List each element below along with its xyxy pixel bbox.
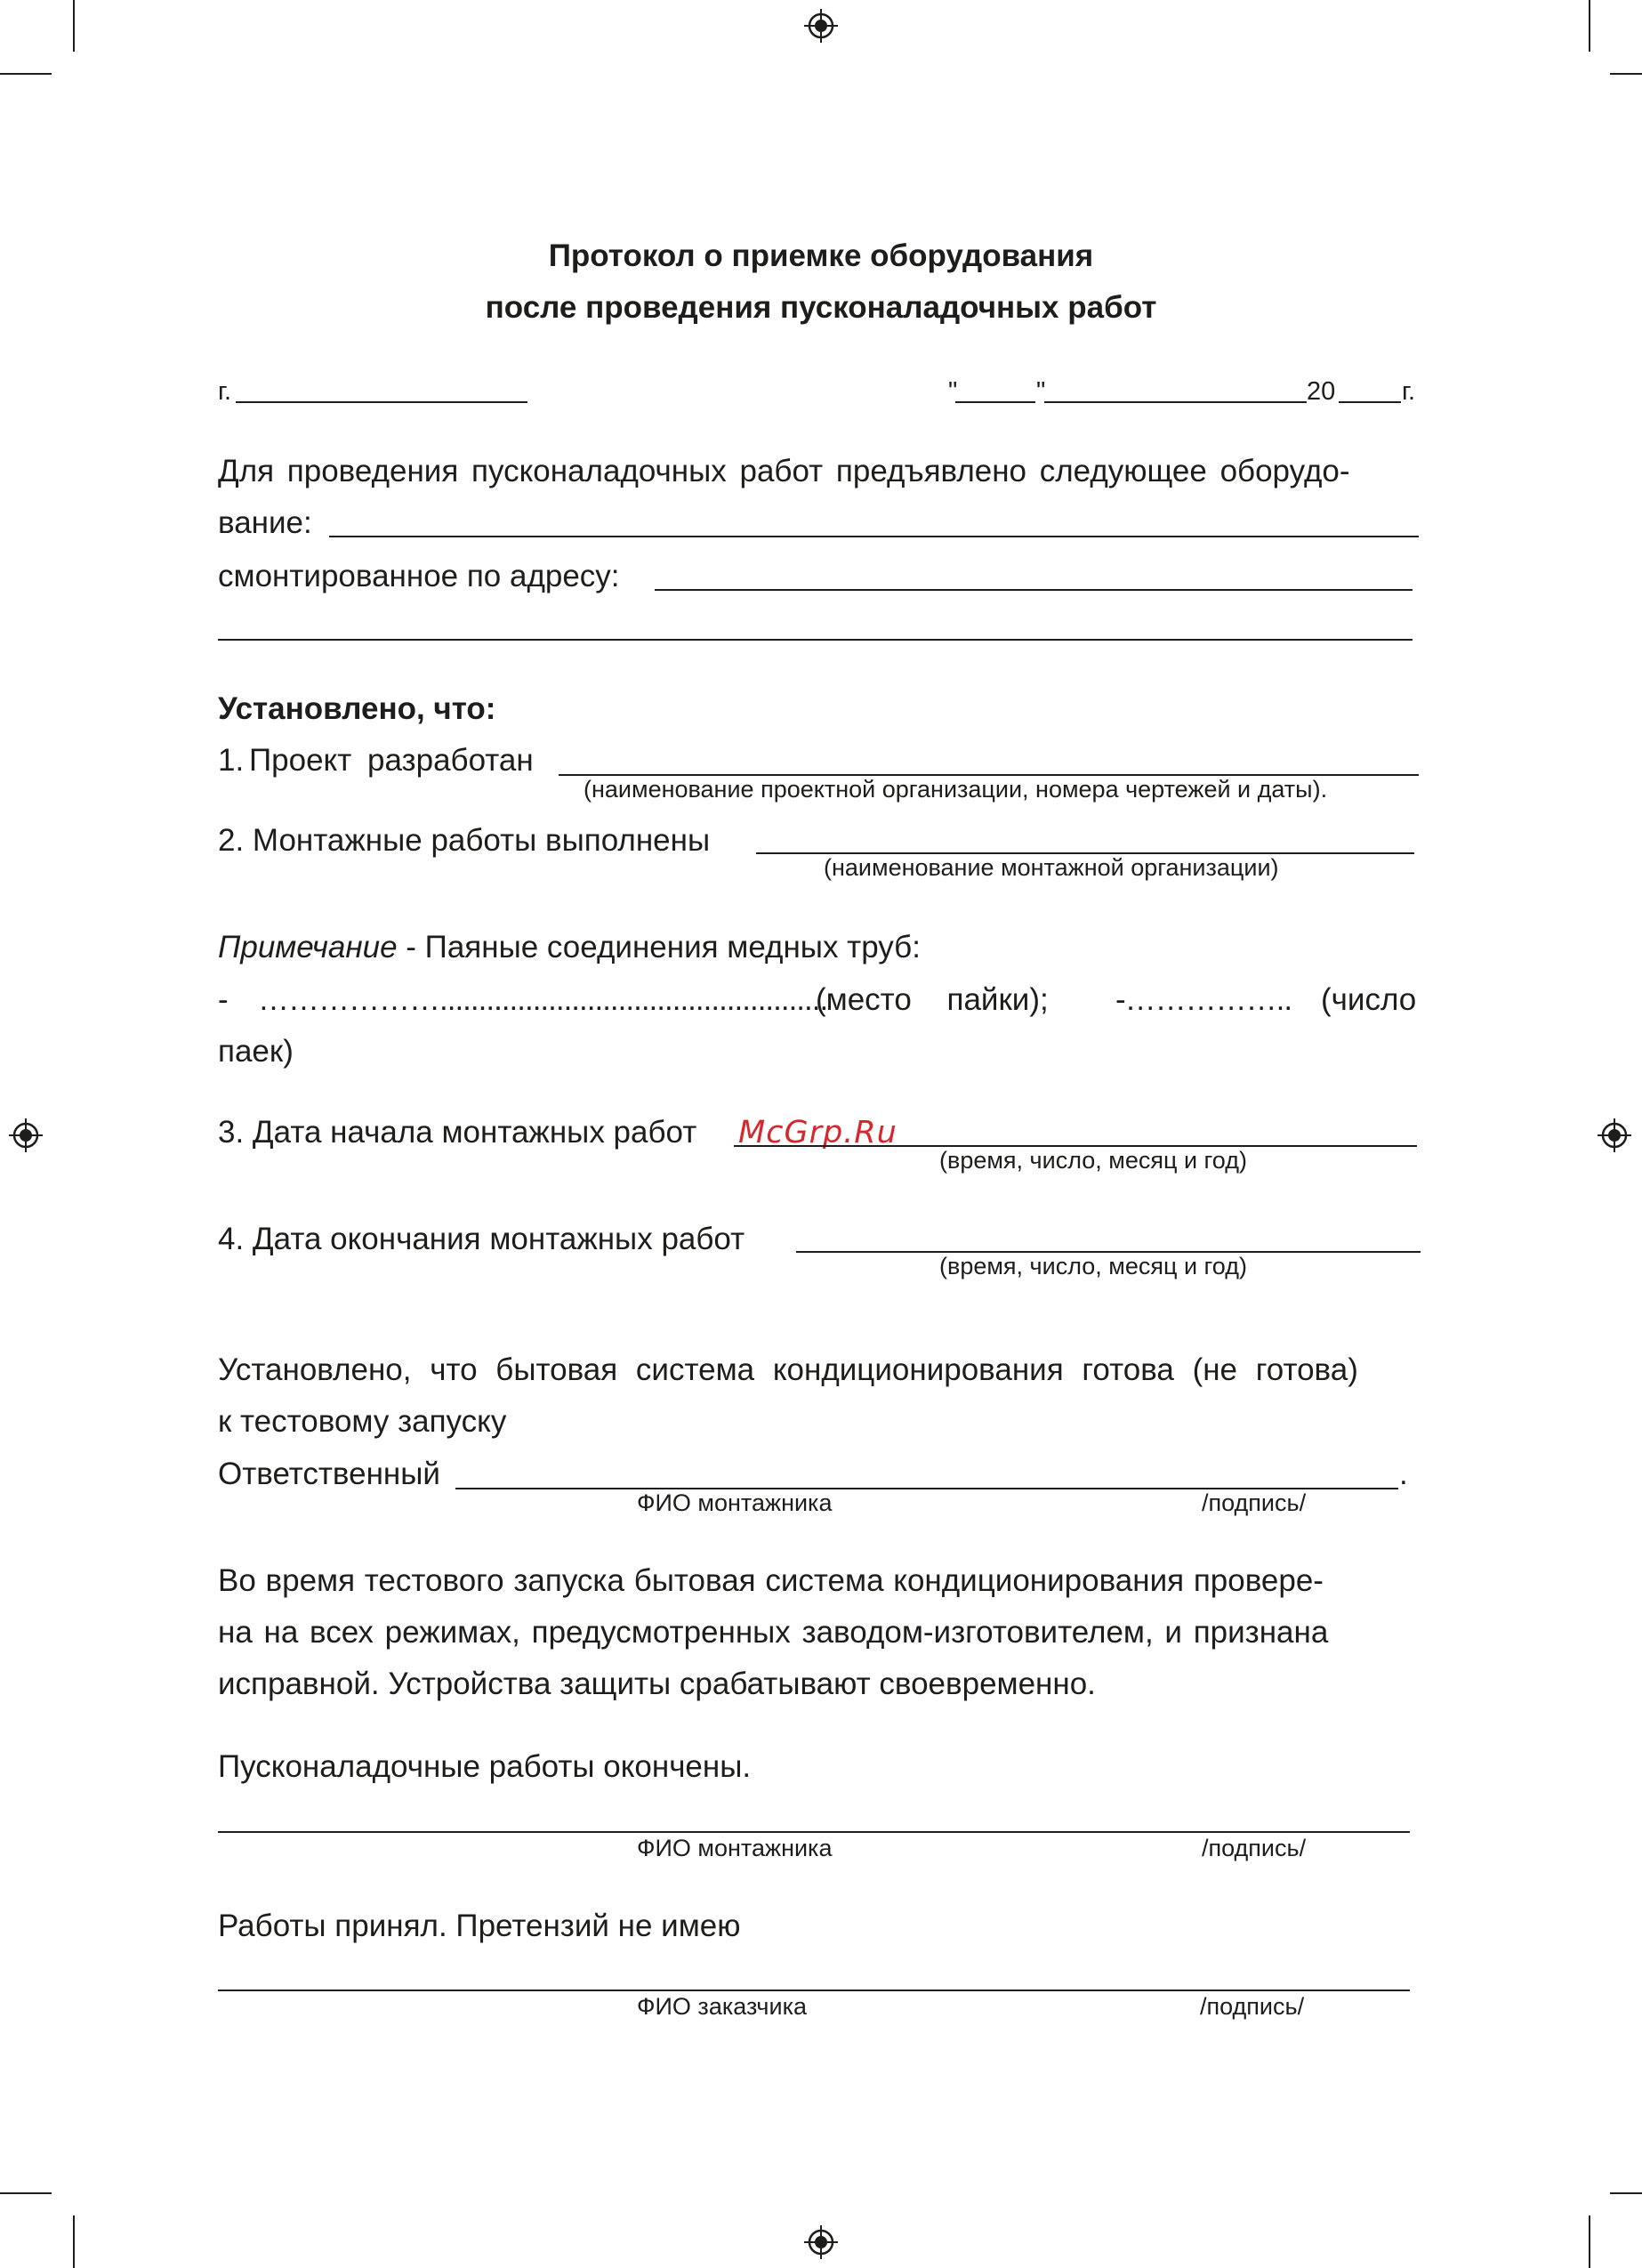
ready-text-line-2: к тестовому запуску	[218, 1404, 507, 1439]
solder-count-label-2: паек)	[218, 1034, 294, 1069]
customer-signature-field[interactable]	[218, 1990, 1410, 1991]
date-day-field[interactable]	[955, 401, 1035, 403]
test-text-line-2: на на всех режимах, предусмотренных заводом-изготовителем, и признана	[218, 1615, 1329, 1650]
item-4-caption: (время, число, месяц и год)	[939, 1253, 1247, 1279]
crop-mark-top-right-h	[1610, 73, 1642, 75]
registration-mark-icon	[1598, 1118, 1631, 1152]
responsible-label: Ответственный	[218, 1457, 440, 1491]
solder-place-label: (место пайки);	[816, 982, 1049, 1017]
item-2-caption: (наименование монтажной организации)	[824, 854, 1279, 881]
address-field[interactable]	[655, 589, 1413, 591]
item-2-label: 2. Монтажные работы выполнены	[218, 823, 711, 858]
crop-mark-bottom-right-h	[1610, 2192, 1642, 2194]
equipment-text-line-2: вание:	[218, 505, 312, 540]
solder-dash: -	[218, 982, 229, 1017]
fio-customer-caption: ФИО заказчика	[637, 1993, 808, 2020]
solder-count-dots[interactable]: -……………..	[1115, 982, 1292, 1017]
crop-mark-bottom-left-h	[0, 2192, 52, 2194]
item-1-number: 1.	[218, 743, 245, 778]
date-month-field[interactable]	[1044, 401, 1307, 403]
registration-mark-icon	[804, 9, 838, 43]
document-title-line-2: после проведения пусконаладочных работ	[485, 290, 1157, 325]
document-title-line-1: Протокол о приемке оборудования	[548, 238, 1094, 273]
address-field-2[interactable]	[218, 639, 1413, 641]
address-label: смонтированное по адресу:	[218, 559, 620, 593]
test-text-line-1: Во время тестового запуска бытовая система кондиционирования провере-	[218, 1563, 1324, 1598]
date-year-field[interactable]	[1339, 401, 1401, 403]
installer-signature-field[interactable]	[218, 1831, 1410, 1833]
item-4-label: 4. Дата окончания монтажных работ	[218, 1222, 745, 1256]
item-3-caption: (время, число, месяц и год)	[939, 1147, 1247, 1174]
established-heading: Установлено, что:	[218, 691, 496, 726]
signature-caption-3: /подпись/	[1200, 1993, 1305, 2020]
item-1-caption: (наименование проектной организации, номера чертежей и даты).	[584, 776, 1328, 803]
solder-count-label: (число	[1321, 982, 1417, 1017]
equipment-field[interactable]	[329, 536, 1419, 537]
city-prefix: г.	[218, 377, 232, 406]
date-quote-open: "	[948, 377, 958, 406]
crop-mark-top-right-v	[1589, 0, 1590, 52]
crop-mark-bottom-right-v	[1589, 2216, 1590, 2268]
item-3-label: 3. Дата начала монтажных работ	[218, 1115, 697, 1150]
equipment-text-line-1: Для проведения пусконаладочных работ предъявлено следующее оборудо-	[218, 454, 1350, 488]
note-line	[218, 930, 921, 965]
watermark: McGrp.Ru	[738, 1115, 897, 1150]
date-year-prefix: 20	[1307, 377, 1336, 406]
date-quote-close: "	[1036, 377, 1046, 406]
accepted-text: Работы принял. Претензий не имею	[218, 1909, 741, 1943]
responsible-end: .	[1399, 1457, 1408, 1491]
test-text-line-3: исправной. Устройства защиты срабатывают своевременно.	[218, 1667, 1096, 1701]
crop-mark-top-left-h	[0, 73, 52, 75]
crop-mark-top-left-v	[73, 0, 75, 52]
note-label: Примечание	[218, 930, 398, 965]
fio-installer-caption: ФИО монтажника	[637, 1489, 833, 1516]
solder-place-dots[interactable]: ………………..................................................	[258, 982, 828, 1017]
signature-caption: /подпись/	[1202, 1489, 1307, 1516]
finished-text: Пусконаладочные работы окончены.	[218, 1749, 752, 1784]
item-1-label: Проект разработан	[249, 743, 534, 778]
crop-mark-bottom-left-v	[73, 2216, 75, 2268]
date-suffix: г.	[1402, 377, 1416, 406]
registration-mark-icon	[9, 1118, 43, 1152]
ready-text-line-1: Установлено, что бытовая система кондиционирования готова (не готова)	[218, 1352, 1358, 1387]
registration-mark-icon	[804, 2225, 838, 2259]
fio-installer-caption-2: ФИО монтажника	[637, 1835, 833, 1861]
city-field[interactable]	[236, 401, 527, 403]
note-text: - Паяные соединения медных труб:	[397, 930, 921, 965]
signature-caption-2: /подпись/	[1202, 1835, 1307, 1861]
